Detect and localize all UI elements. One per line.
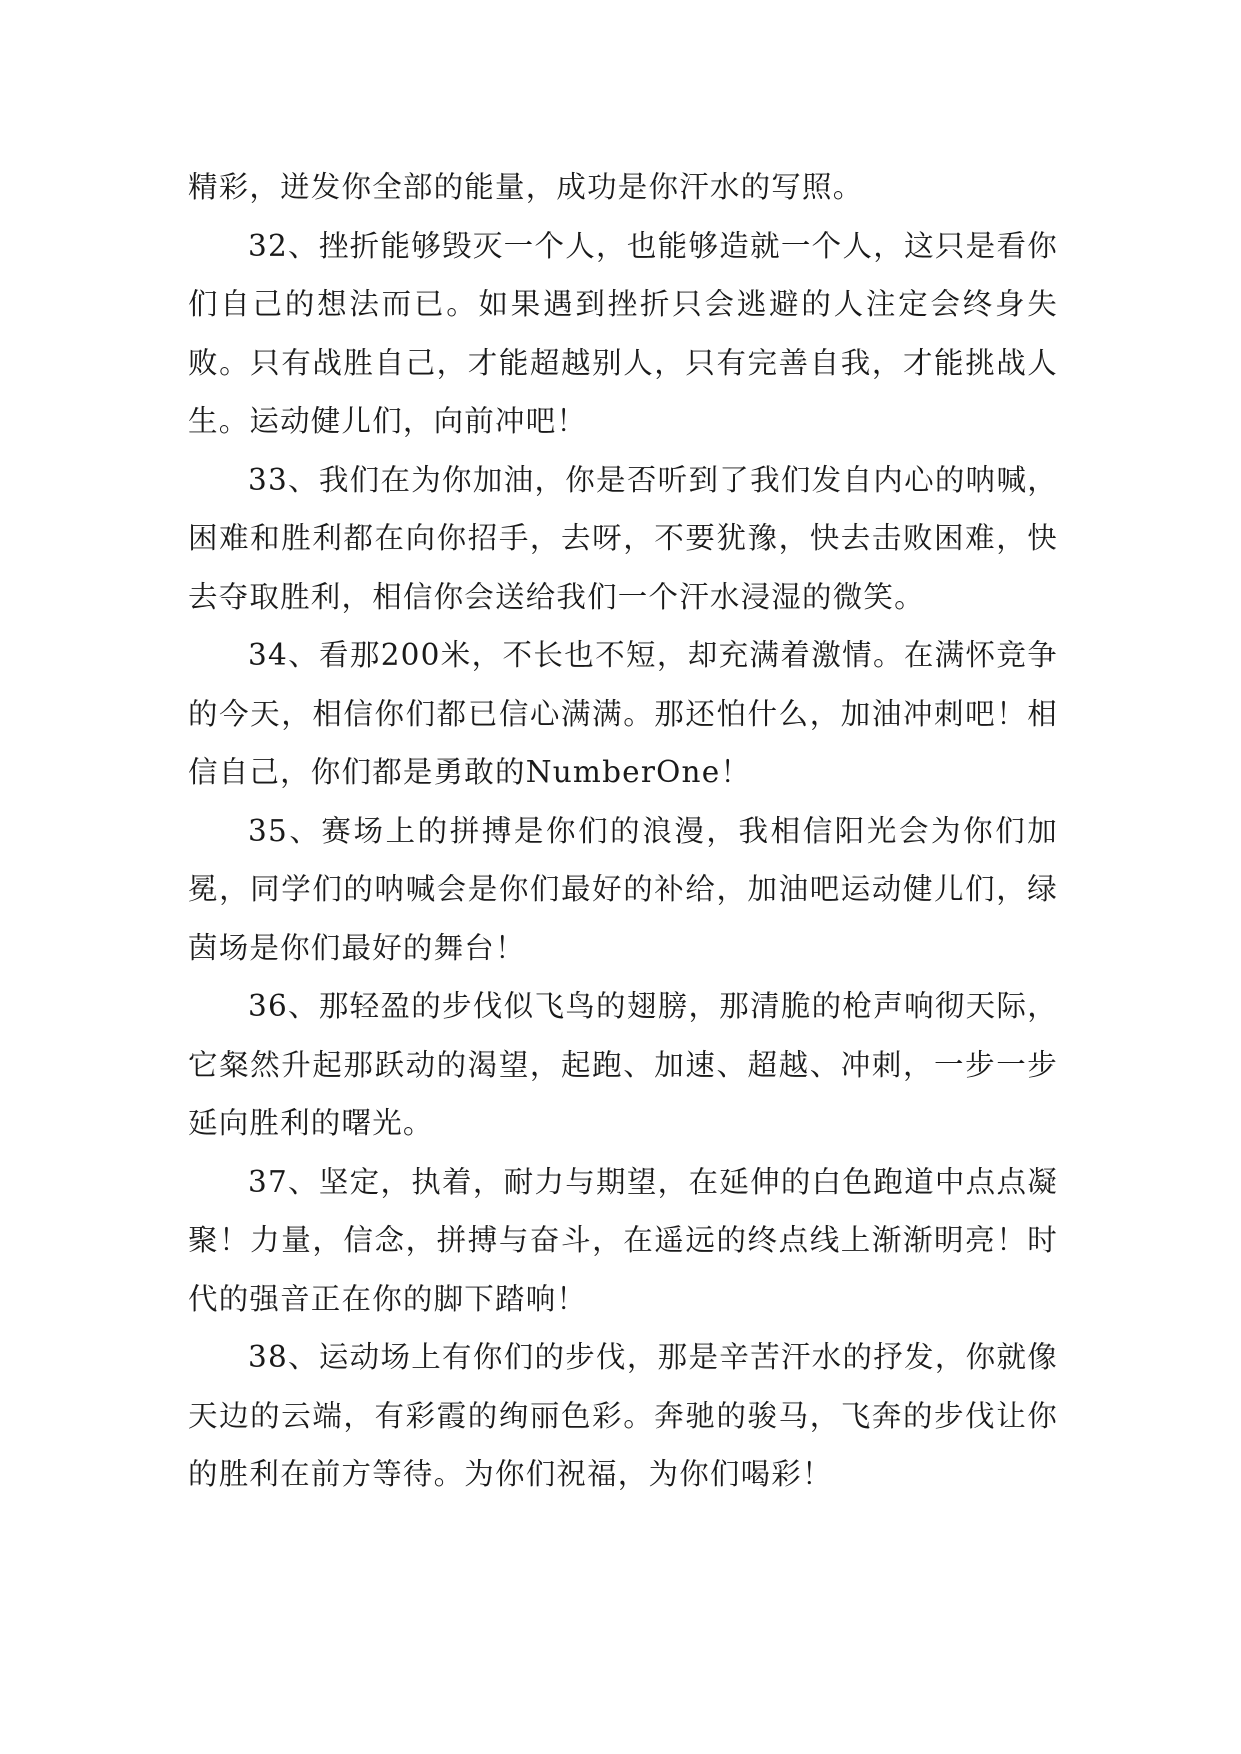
paragraph-38: 38、运动场上有你们的步伐，那是辛苦汗水的抒发，你就像天边的云端，有彩霞的绚丽色彩。奔驰的骏马，飞奔的步伐让你的胜利在前方等待。为你们祝福，为你们喝彩！ xyxy=(188,1340,1058,1491)
paragraph-34: 34、看那200米，不长也不短，却充满着激情。在满怀竞争的今天，相信你们都已信心满满。那还怕什么，加油冲刺吧！相信自己，你们都是勇敢的NumberOne！ xyxy=(188,638,1058,789)
paragraph-33: 33、我们在为你加油，你是否听到了我们发自内心的呐喊，困难和胜利都在向你招手，去呀，不要犹豫，快去击败困难，快去夺取胜利，相信你会送给我们一个汗水浸湿的微笑。 xyxy=(188,462,1058,614)
paragraph-continuation: 精彩，迸发你全部的能量，成功是你汗水的写照。 xyxy=(188,170,864,204)
paragraph-37: 37、坚定，执着，耐力与期望，在延伸的白色跑道中点点凝聚！力量，信念，拼搏与奋斗，在遥远的终点线上渐渐明亮！时代的强音正在你的脚下踏响！ xyxy=(188,1164,1058,1316)
document-body xyxy=(188,158,1058,1504)
paragraph-36: 36、那轻盈的步伐似飞鸟的翅膀，那清脆的枪声响彻天际，它粲然升起那跃动的渴望，起跑、加速、超越、冲刺，一步一步延向胜利的曙光。 xyxy=(188,989,1058,1140)
paragraph-32: 32、挫折能够毁灭一个人，也能够造就一个人，这只是看你们自己的想法而已。如果遇到挫折只会逃避的人注定会终身失败。只有战胜自己，才能超越别人，只有完善自我，才能挑战人生。运动健儿们，向前冲吧！ xyxy=(188,228,1058,438)
paragraph-35: 35、赛场上的拼搏是你们的浪漫，我相信阳光会为你们加冕，同学们的呐喊会是你们最好的补给，加油吧运动健儿们，绿茵场是你们最好的舞台！ xyxy=(188,813,1058,965)
